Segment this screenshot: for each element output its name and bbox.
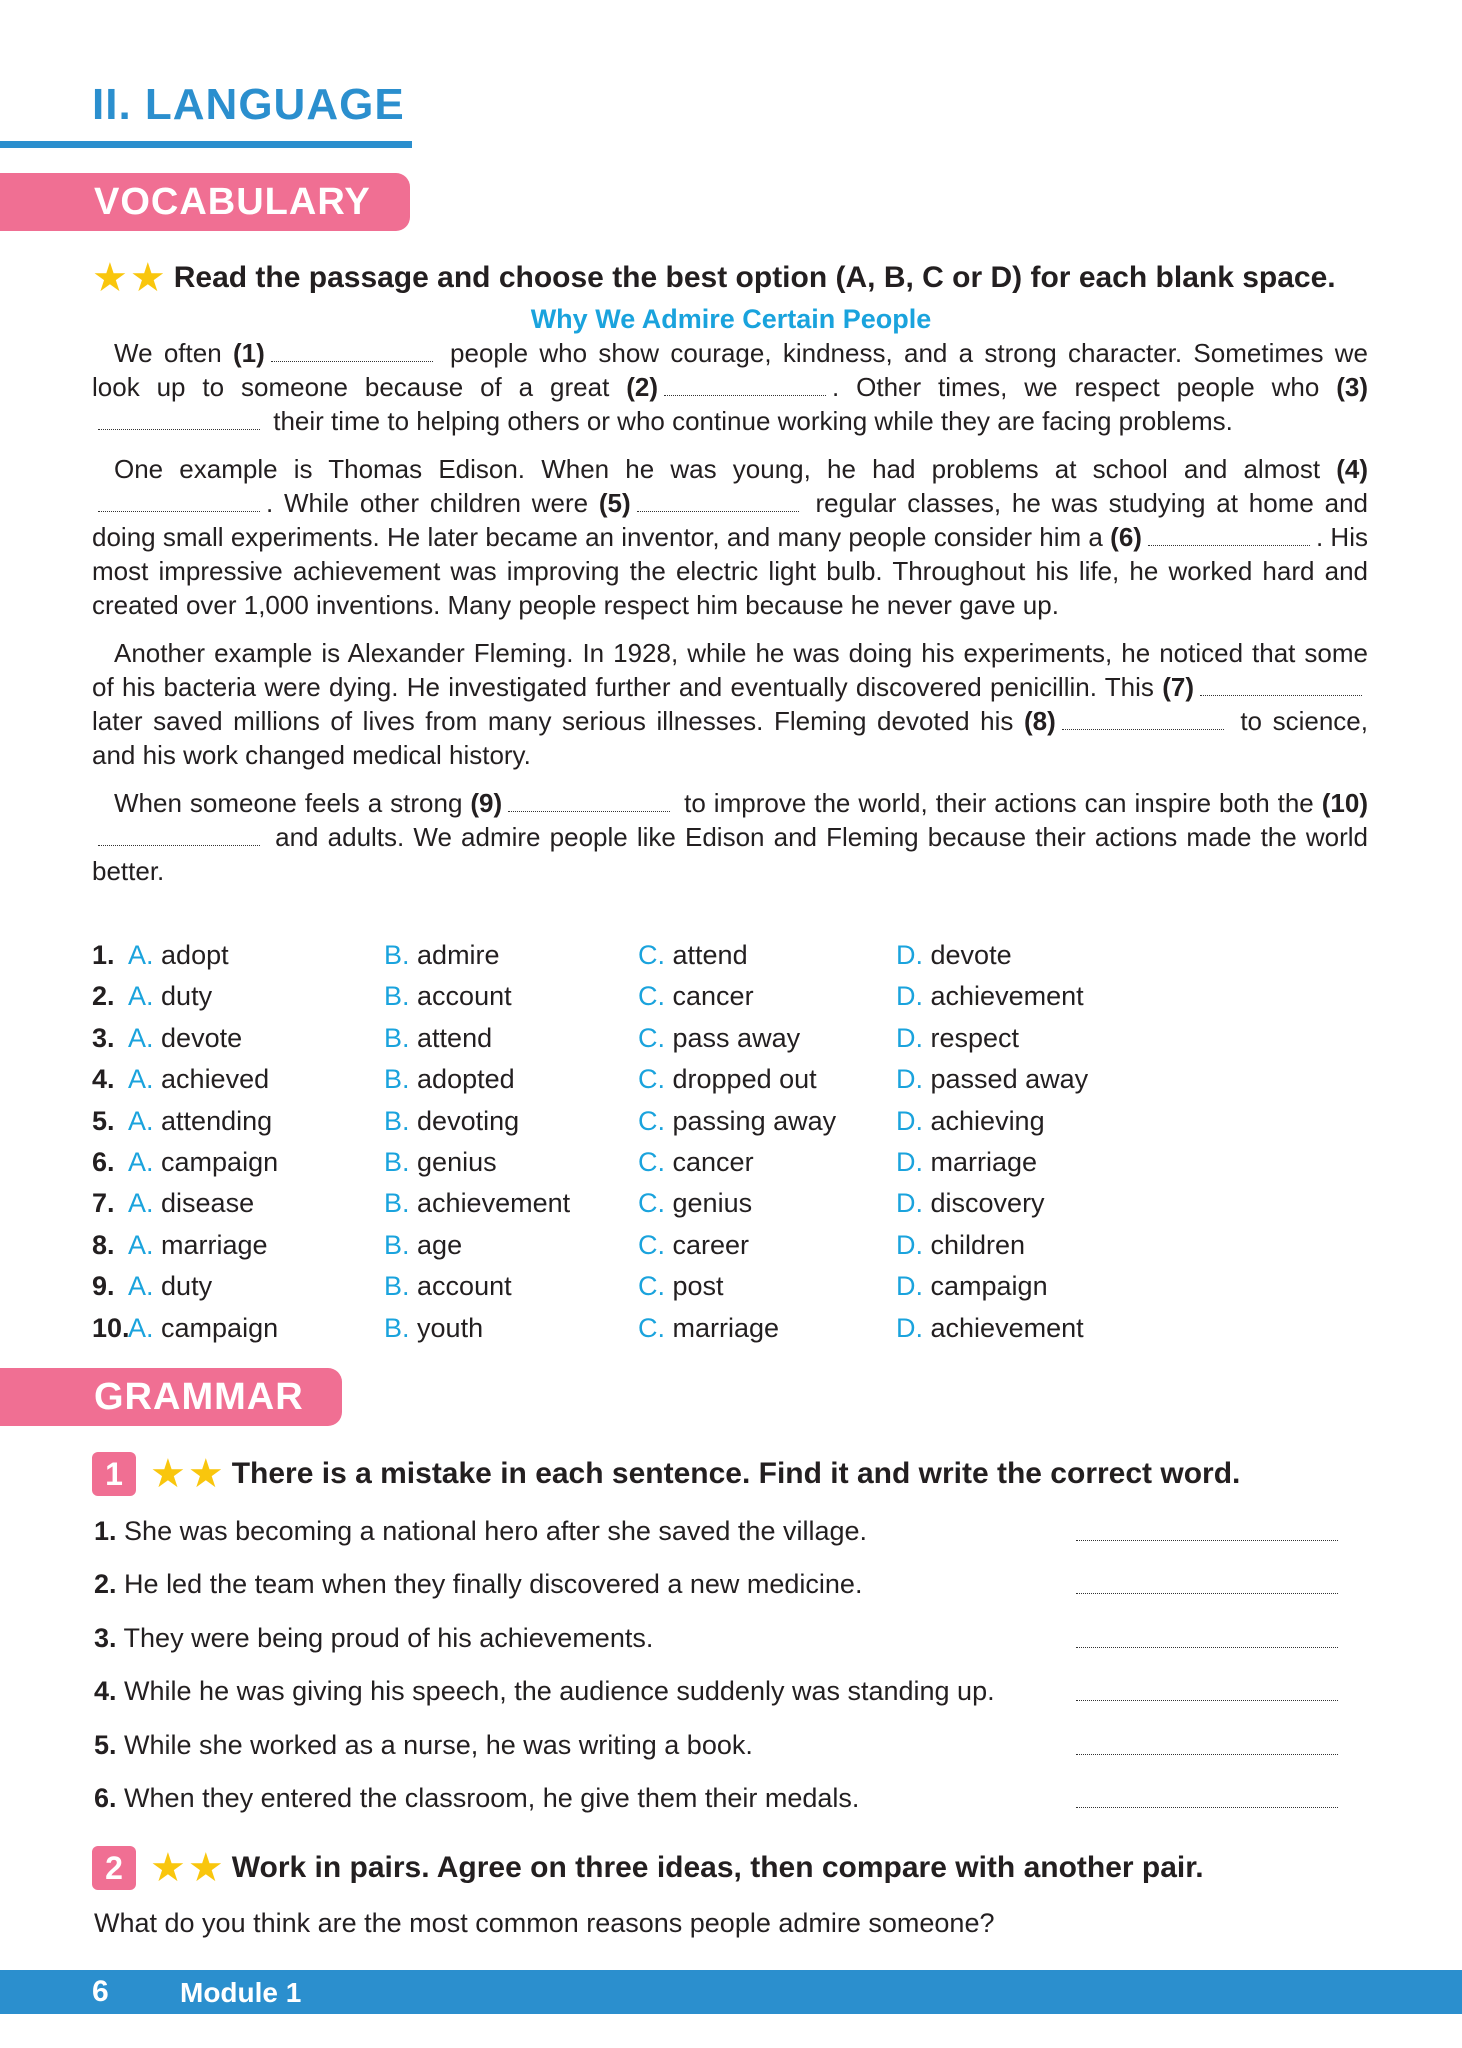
option-c[interactable] xyxy=(638,1313,779,1344)
option-letter: A. xyxy=(128,1064,154,1095)
blank-number: (4) xyxy=(1336,454,1368,484)
passage-text: When someone feels a strong xyxy=(114,788,471,818)
option-letter: D. xyxy=(896,1312,923,1343)
option-text: pass away xyxy=(672,1022,801,1053)
option-text: disease xyxy=(161,1188,255,1219)
blank-line[interactable] xyxy=(1148,527,1310,546)
option-letter: B. xyxy=(384,1271,410,1302)
option-text: cancer xyxy=(672,981,754,1012)
grammar-sentence xyxy=(94,1623,1338,1676)
option-d[interactable] xyxy=(896,981,1084,1012)
option-text: adopt xyxy=(161,940,229,970)
sentence-text: While he was giving his speech, the audience suddenly was standing up. xyxy=(124,1676,995,1707)
blank-line[interactable] xyxy=(98,411,260,430)
option-letter: D. xyxy=(896,1271,923,1302)
passage-text: to science, and his work changed medical history. xyxy=(92,706,1368,770)
passage-text: . While other children were xyxy=(266,488,599,518)
option-text: dropped out xyxy=(672,1064,817,1095)
question-number: 2. xyxy=(92,981,115,1012)
option-letter: A. xyxy=(128,1229,154,1260)
option-letter: D. xyxy=(896,940,923,970)
grammar-sentence xyxy=(94,1730,1338,1783)
option-d[interactable] xyxy=(896,1147,1037,1178)
option-letter: D. xyxy=(896,1105,923,1136)
option-text: admire xyxy=(417,940,500,970)
option-text: account xyxy=(417,981,512,1012)
option-text: post xyxy=(672,1271,724,1302)
page-number: 6 xyxy=(92,1975,109,2008)
option-text: campaign xyxy=(161,1146,279,1177)
option-d[interactable] xyxy=(896,940,1012,971)
option-b[interactable] xyxy=(384,1271,512,1302)
option-text: genius xyxy=(672,1188,753,1219)
page-footer xyxy=(0,1970,1462,2014)
option-text: age xyxy=(417,1229,463,1260)
grammar-sentence xyxy=(94,1783,1338,1836)
blank-line[interactable] xyxy=(508,793,670,812)
blank-line[interactable] xyxy=(664,377,826,396)
answer-line[interactable] xyxy=(1076,1540,1338,1541)
option-text: achievement xyxy=(930,1312,1084,1343)
blank-number: (5) xyxy=(598,488,631,518)
option-text: genius xyxy=(417,1146,497,1177)
grammar-exercise2-instruction xyxy=(92,1846,1204,1890)
passage-text: . Other times, we respect people who xyxy=(832,372,1337,402)
passage-text: One example is Thomas Edison. When he was young, he had problems at school and almost xyxy=(114,454,1337,484)
passage-text: later saved millions of lives from many serious illnesses. Fleming devoted his xyxy=(92,706,1024,736)
option-text: campaign xyxy=(930,1271,1048,1302)
passage-title: Why We Admire Certain People xyxy=(530,304,932,334)
option-letter: B. xyxy=(384,1105,410,1136)
sentence-text: They were being proud of his achievements. xyxy=(123,1622,654,1653)
blank-line[interactable] xyxy=(637,493,799,512)
option-b[interactable] xyxy=(384,1064,515,1095)
option-letter: C. xyxy=(638,940,665,970)
option-letter: A. xyxy=(128,981,154,1012)
blank-line[interactable] xyxy=(271,343,433,362)
exercise-number-badge: 2 xyxy=(92,1846,136,1890)
answer-line[interactable] xyxy=(1076,1754,1338,1755)
instruction-text: Work in pairs. Agree on three ideas, then compare with another pair. xyxy=(231,1851,1204,1884)
option-row xyxy=(92,1023,1192,1064)
option-a[interactable] xyxy=(128,1230,268,1261)
option-a[interactable] xyxy=(128,1064,269,1095)
blank-number: (1) xyxy=(232,338,265,368)
instruction-text: Read the passage and choose the best option (A, B, C or D) for each blank space. xyxy=(173,261,1336,294)
option-letter: D. xyxy=(896,981,923,1012)
blank-number: (2) xyxy=(626,372,658,402)
option-text: attend xyxy=(672,940,748,970)
answer-line[interactable] xyxy=(1076,1700,1338,1701)
blank-line[interactable] xyxy=(1062,711,1224,730)
option-text: achievement xyxy=(417,1188,571,1219)
grammar-exercise1-instruction xyxy=(92,1452,1240,1496)
option-b[interactable] xyxy=(384,1106,519,1137)
option-a[interactable] xyxy=(128,1188,254,1219)
option-d[interactable] xyxy=(896,1188,1045,1219)
option-text: marriage xyxy=(161,1229,268,1260)
option-letter: A. xyxy=(128,1022,154,1053)
sentence-number: 5. xyxy=(94,1729,117,1760)
question-number: 3. xyxy=(92,1022,115,1053)
option-text: marriage xyxy=(930,1146,1038,1177)
vocabulary-tab: VOCABULARY xyxy=(0,173,410,231)
passage xyxy=(92,336,1368,902)
passage-text: regular classes, he was studying at home and doing small experiments. He later became an inventor, and many people consider him a xyxy=(92,488,1368,552)
blank-line[interactable] xyxy=(98,493,260,512)
option-d[interactable] xyxy=(896,1230,1025,1261)
option-a[interactable] xyxy=(128,1106,272,1137)
option-a[interactable] xyxy=(128,1147,278,1178)
blank-number: (8) xyxy=(1023,706,1056,736)
option-text: discovery xyxy=(930,1188,1045,1219)
option-a[interactable] xyxy=(128,1313,278,1344)
option-text: passed away xyxy=(930,1064,1089,1095)
answer-line[interactable] xyxy=(1076,1647,1338,1648)
passage-text: their time to helping others or who continue working while they are facing problems. xyxy=(266,406,1233,436)
passage-paragraph xyxy=(92,636,1368,772)
option-letter: C. xyxy=(638,1022,665,1053)
sentence-number: 3. xyxy=(94,1622,117,1653)
question-number: 7. xyxy=(92,1188,115,1219)
option-d[interactable] xyxy=(896,1106,1045,1137)
option-letter: A. xyxy=(128,1312,154,1343)
option-row xyxy=(92,1230,1192,1271)
option-letter: D. xyxy=(896,1146,923,1177)
question-number: 4. xyxy=(92,1064,115,1095)
star-icon: ★ xyxy=(187,1846,224,1890)
option-text: duty xyxy=(161,1271,213,1302)
difficulty-stars xyxy=(150,1454,224,1494)
passage-text: Another example is Alexander Fleming. In 1928, while he was doing his experiments, he noticed that some of his bacteria were dying. He investigated further and eventually discovered penicillin. This xyxy=(92,638,1368,702)
blank-line[interactable] xyxy=(1200,677,1362,696)
blank-number: (7) xyxy=(1162,672,1194,702)
option-letter: D. xyxy=(896,1229,923,1260)
option-text: children xyxy=(930,1229,1026,1260)
option-b[interactable] xyxy=(384,940,500,971)
option-text: devote xyxy=(161,1022,243,1053)
option-text: achieving xyxy=(930,1105,1045,1136)
grammar-sentence xyxy=(94,1569,1338,1622)
option-letter: C. xyxy=(638,1064,665,1095)
option-row xyxy=(92,1147,1192,1188)
option-text: attending xyxy=(161,1105,273,1136)
passage-text: and adults. We admire people like Edison and Fleming because their actions made the world better. xyxy=(92,822,1368,886)
option-letter: B. xyxy=(384,1229,410,1260)
sentence-text: When they entered the classroom, he give them their medals. xyxy=(124,1782,860,1813)
option-c[interactable] xyxy=(638,1023,800,1054)
option-letter: B. xyxy=(384,1064,410,1095)
option-text: devoting xyxy=(417,1105,520,1136)
option-c[interactable] xyxy=(638,940,748,971)
option-text: marriage xyxy=(672,1312,780,1343)
question-number: 5. xyxy=(92,1105,115,1136)
difficulty-stars xyxy=(150,1848,224,1888)
option-c[interactable] xyxy=(638,1064,817,1095)
option-b[interactable] xyxy=(384,1147,497,1178)
option-d[interactable] xyxy=(896,1023,1019,1054)
blank-number: (6) xyxy=(1110,522,1142,552)
option-row xyxy=(92,981,1192,1022)
option-letter: A. xyxy=(128,1105,154,1136)
star-icon: ★ xyxy=(187,1452,224,1496)
instruction-text: There is a mistake in each sentence. Find it and write the correct word. xyxy=(231,1457,1241,1490)
sentence-number: 2. xyxy=(94,1569,117,1600)
option-d[interactable] xyxy=(896,1271,1048,1302)
sentence-text: She was becoming a national hero after she saved the village. xyxy=(124,1516,868,1546)
option-c[interactable] xyxy=(638,1271,724,1302)
option-text: attend xyxy=(417,1022,493,1053)
option-c[interactable] xyxy=(638,1106,836,1137)
sentence-number: 4. xyxy=(94,1676,117,1707)
sentence-number: 1. xyxy=(94,1516,117,1546)
grammar-sentence xyxy=(94,1676,1338,1729)
option-letter: C. xyxy=(638,1229,665,1260)
blank-number: (3) xyxy=(1336,372,1368,402)
discussion-question: What do you think are the most common reasons people admire someone? xyxy=(94,1908,995,1938)
star-icon: ★ xyxy=(92,256,128,300)
option-row xyxy=(92,940,1192,981)
option-text: achieved xyxy=(161,1064,270,1095)
option-letter: A. xyxy=(128,1188,154,1219)
option-b[interactable] xyxy=(384,981,512,1012)
option-text: devote xyxy=(930,940,1012,970)
option-c[interactable] xyxy=(638,1147,754,1178)
option-c[interactable] xyxy=(638,1230,749,1261)
option-d[interactable] xyxy=(896,1064,1088,1095)
blank-number: (10) xyxy=(1321,788,1368,818)
option-letter: B. xyxy=(384,1312,410,1343)
option-row xyxy=(92,1064,1192,1105)
star-icon: ★ xyxy=(129,256,166,300)
option-d[interactable] xyxy=(896,1313,1084,1344)
option-text: campaign xyxy=(161,1312,279,1343)
option-text: adopted xyxy=(417,1064,515,1095)
option-b[interactable] xyxy=(384,1023,492,1054)
option-letter: D. xyxy=(896,1064,923,1095)
option-text: duty xyxy=(161,981,213,1012)
option-row xyxy=(92,1313,1192,1354)
passage-paragraph xyxy=(92,786,1368,888)
star-icon: ★ xyxy=(150,1452,186,1496)
question-number: 1. xyxy=(92,940,115,970)
option-row xyxy=(92,1106,1192,1147)
question-number: 8. xyxy=(92,1229,115,1260)
option-text: achievement xyxy=(930,981,1084,1012)
option-a[interactable] xyxy=(128,1023,242,1054)
question-number: 6. xyxy=(92,1146,115,1177)
option-text: cancer xyxy=(672,1146,754,1177)
sentence-text: While she worked as a nurse, he was writing a book. xyxy=(124,1729,753,1760)
option-letter: D. xyxy=(896,1022,923,1053)
option-letter: A. xyxy=(128,1271,154,1302)
option-letter: A. xyxy=(128,940,154,970)
option-letter: C. xyxy=(638,1188,665,1219)
option-c[interactable] xyxy=(638,981,754,1012)
option-letter: C. xyxy=(638,1271,665,1302)
option-text: career xyxy=(672,1229,750,1260)
passage-text: We often xyxy=(114,338,233,368)
passage-text: . His most impressive achievement was improving the electric light bulb. Throughout his life, he worked hard and created over 1,000 inventions. Many people respect him because he never gave up. xyxy=(92,522,1368,620)
option-b[interactable] xyxy=(384,1188,570,1219)
option-letter: C. xyxy=(638,1105,665,1136)
option-a[interactable] xyxy=(128,940,229,971)
passage-paragraph xyxy=(92,336,1368,438)
grammar-tab: GRAMMAR xyxy=(0,1368,342,1426)
question-number: 10. xyxy=(92,1312,130,1343)
grammar-sentences xyxy=(94,1516,1338,1836)
sentence-text: He led the team when they finally discovered a new medicine. xyxy=(124,1569,863,1600)
option-row xyxy=(92,1271,1192,1312)
sentence-number: 6. xyxy=(94,1782,117,1813)
option-letter: B. xyxy=(384,1146,410,1177)
section-title: II. LANGUAGE xyxy=(92,80,405,129)
passage-text: to improve the world, their actions can inspire both the xyxy=(676,788,1322,818)
option-letter: B. xyxy=(384,940,410,970)
option-letter: B. xyxy=(384,1022,410,1053)
option-letter: C. xyxy=(638,981,665,1012)
option-text: youth xyxy=(417,1312,484,1343)
option-letter: A. xyxy=(128,1146,154,1177)
blank-line[interactable] xyxy=(98,827,260,846)
passage-paragraph xyxy=(92,452,1368,622)
option-row xyxy=(92,1188,1192,1229)
answer-options xyxy=(92,940,1192,1354)
option-letter: B. xyxy=(384,981,410,1012)
difficulty-stars xyxy=(92,258,166,298)
exercise-number-badge: 1 xyxy=(92,1452,136,1496)
title-underline xyxy=(0,141,412,148)
question-number: 9. xyxy=(92,1271,115,1302)
answer-line[interactable] xyxy=(1076,1807,1338,1808)
option-letter: D. xyxy=(896,1188,923,1219)
grammar-sentence xyxy=(94,1516,1338,1569)
option-a[interactable] xyxy=(128,981,212,1012)
option-text: account xyxy=(417,1271,512,1302)
option-letter: C. xyxy=(638,1146,665,1177)
star-icon: ★ xyxy=(150,1846,186,1890)
passage-text: people who show courage, kindness, and a strong character. Sometimes we look up to someone because of a great xyxy=(92,338,1368,402)
vocabulary-instruction xyxy=(92,258,1336,298)
blank-number: (9) xyxy=(470,788,503,818)
option-a[interactable] xyxy=(128,1271,212,1302)
option-b[interactable] xyxy=(384,1230,462,1261)
option-b[interactable] xyxy=(384,1313,483,1344)
module-label: Module 1 xyxy=(180,1977,302,2008)
option-letter: B. xyxy=(384,1188,410,1219)
option-c[interactable] xyxy=(638,1188,752,1219)
option-text: respect xyxy=(930,1022,1020,1053)
answer-line[interactable] xyxy=(1076,1593,1338,1594)
option-text: passing away xyxy=(672,1105,837,1136)
option-letter: C. xyxy=(638,1312,665,1343)
